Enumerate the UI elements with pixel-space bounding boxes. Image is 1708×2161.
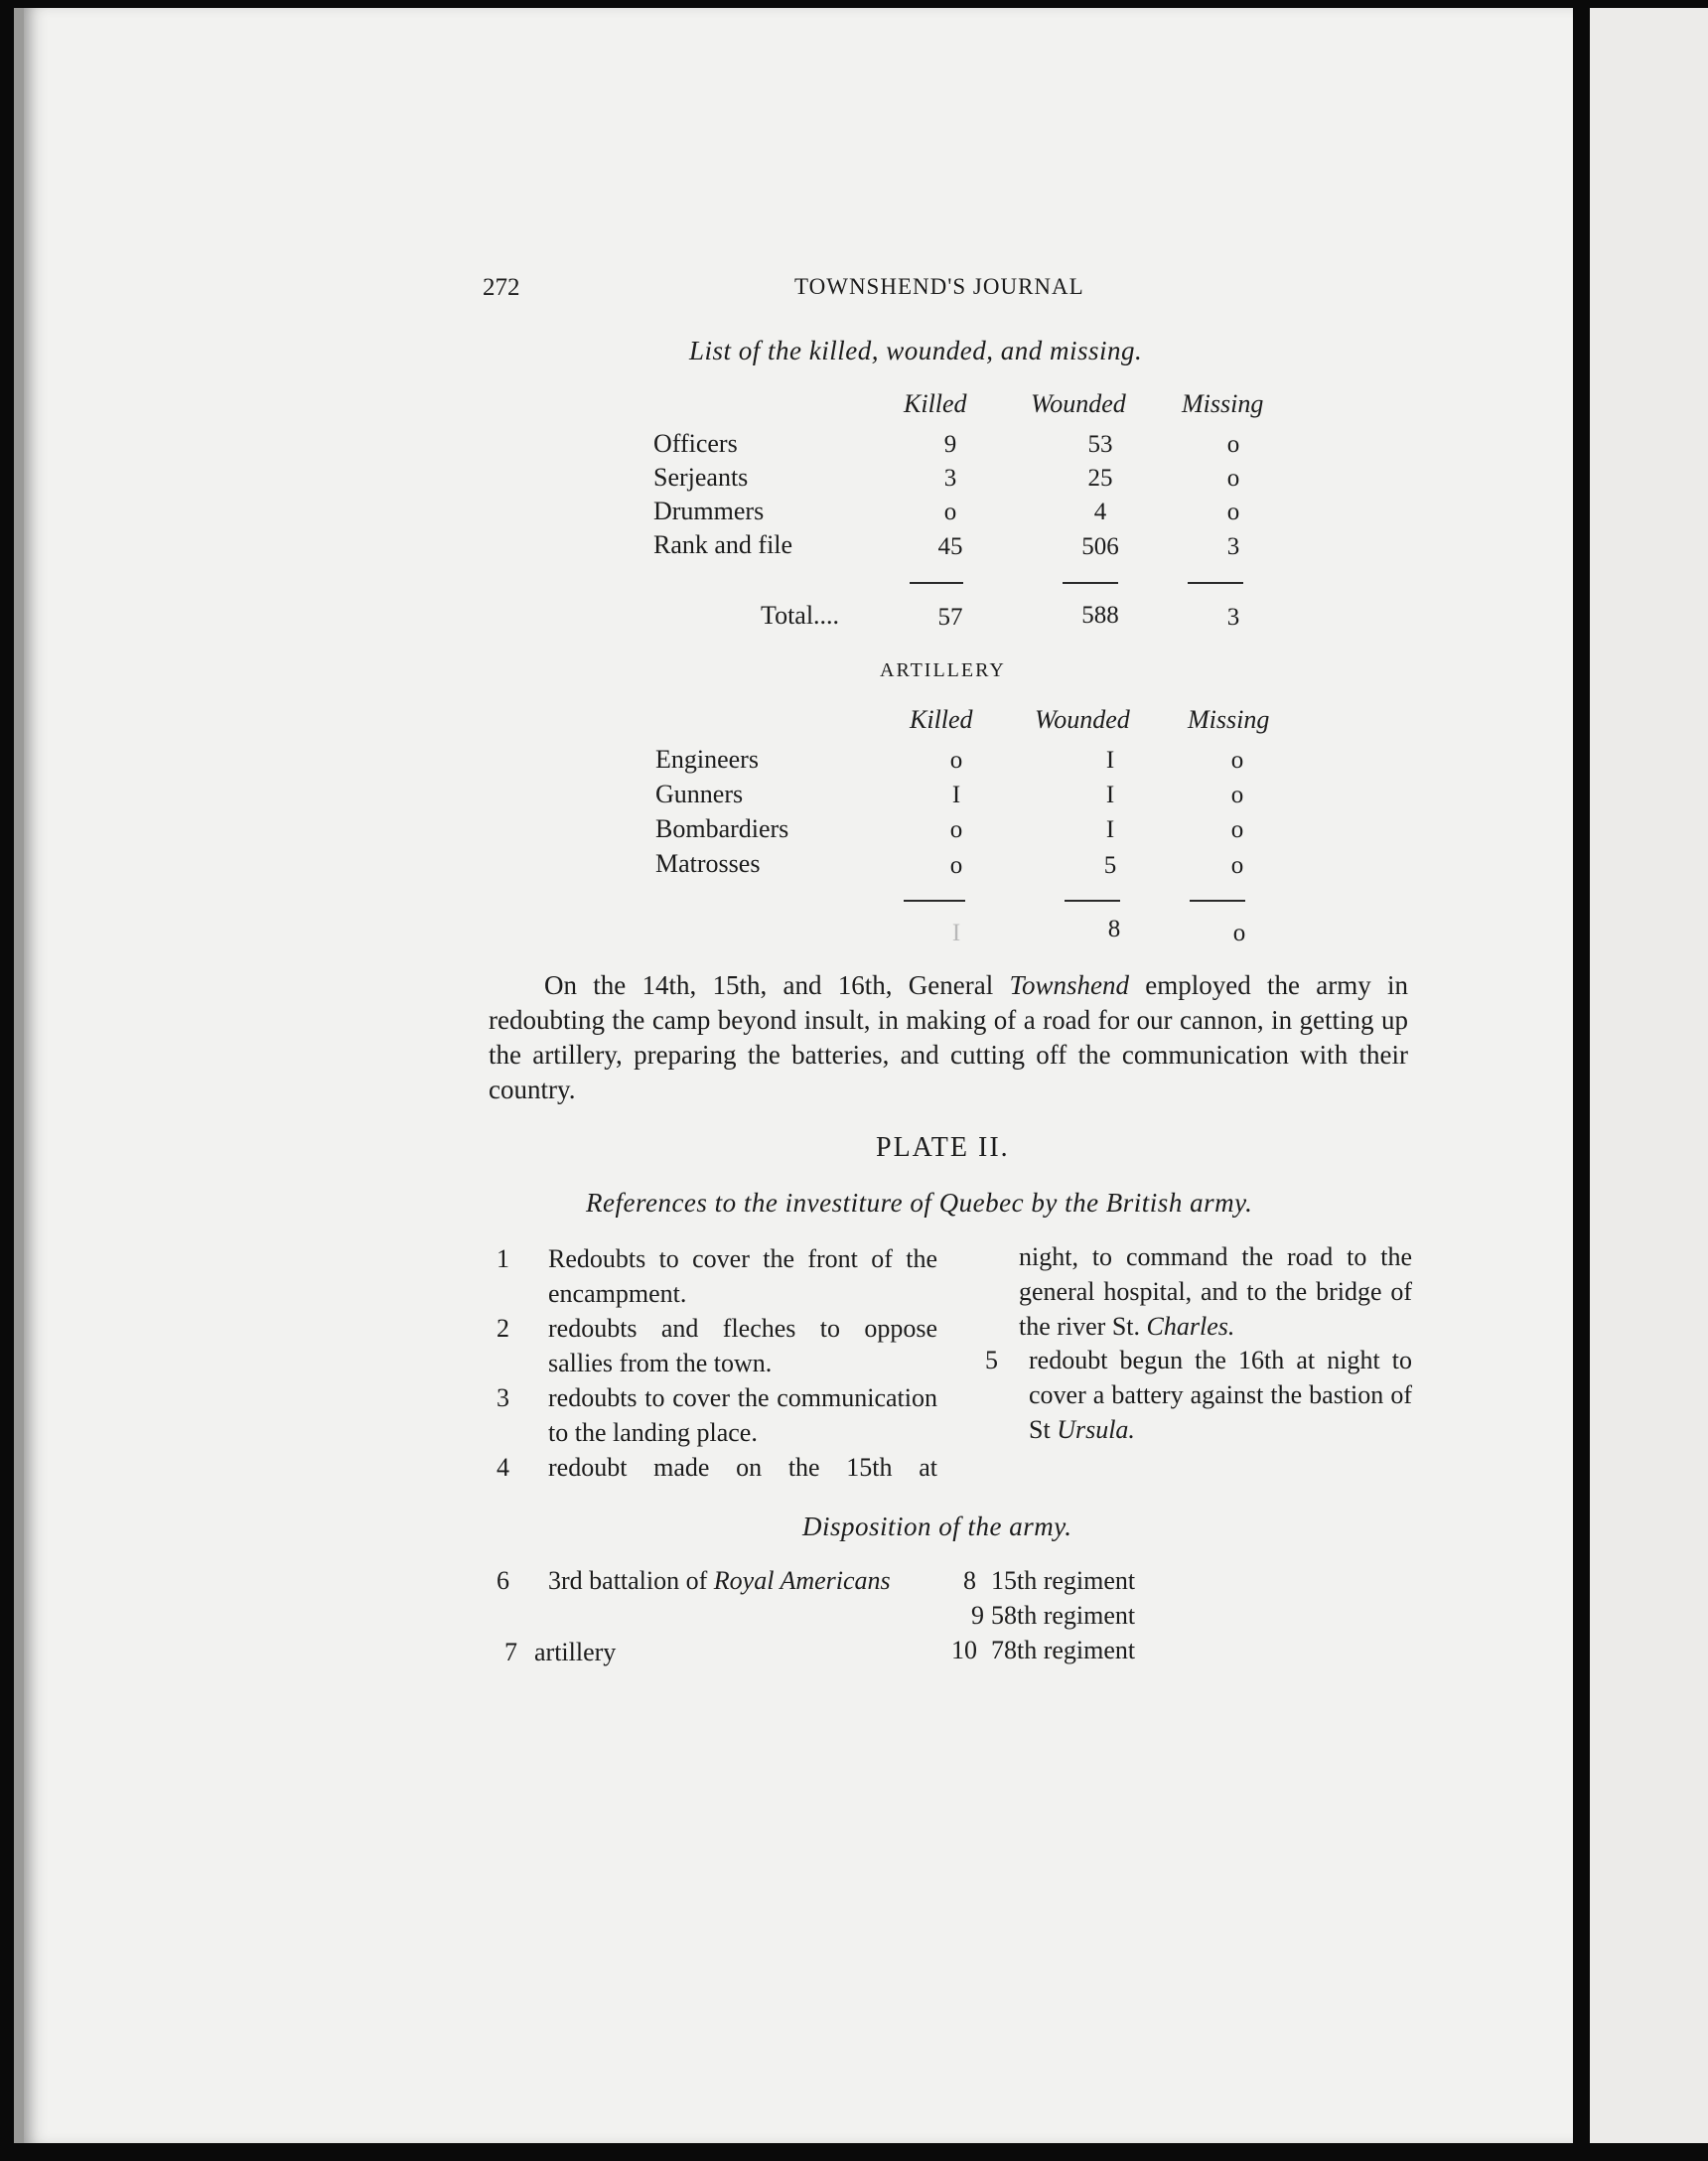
sum-rule [1188,582,1243,584]
disposition-item [963,1563,1135,1598]
reference-number: 2 [497,1314,509,1343]
reference-text: Redoubts to cover the front of the encampment. [548,1244,937,1308]
paragraph-text: On the 14th, 15th, and 16th, General [544,970,1010,1000]
disposition-number: 8 [963,1566,976,1595]
paragraph-text: employed the army in redoubting the camp beyond insult, in making of a road for our cannon, in getting up the artillery, preparing the batteries, and cutting off the communication with their country. [489,970,1408,1104]
plate-caption: References to the investiture of Quebec by the British army. [586,1188,1253,1218]
col-missing: Missing [1182,389,1264,418]
cell-missing: o [1226,499,1240,525]
disposition-item [951,1633,1135,1667]
disposition-number: 9 [971,1601,984,1630]
cell-missing: o [1230,747,1244,774]
running-title: TOWNSHEND'S JOURNAL [794,274,1084,299]
row-label: Serjeants [653,463,749,492]
cell-killed: o [949,852,963,879]
disposition-number: 7 [504,1638,517,1666]
disposition-text: 78th regiment [991,1636,1136,1664]
disposition-caption: Disposition of the army. [802,1512,1072,1541]
cell-missing: o [1230,816,1244,843]
sum-rule [904,900,965,902]
col-wounded: Wounded [1031,389,1126,418]
total-label: Total.... [761,601,840,630]
row-label: Gunners [655,780,744,808]
sum-rule [1190,900,1245,902]
reference-italic: Charles. [1146,1312,1235,1341]
reference-item [497,1380,937,1450]
cell-wounded: 25 [1087,465,1113,492]
artillery-heading: ARTILLERY [880,659,1006,681]
paragraph-name: Townshend [1009,970,1130,1000]
cell-killed: I [951,782,961,808]
disposition-item [504,1635,616,1669]
col-killed: Killed [904,389,967,418]
cell-wounded: I [1105,782,1115,808]
cell-wounded: 5 [1103,852,1117,879]
reference-item [497,1311,937,1380]
cell-killed: o [949,816,963,843]
total-killed: I [951,920,961,946]
reference-italic: Ursula. [1057,1415,1135,1444]
total-wounded: 8 [1107,916,1121,942]
cell-killed: 9 [943,431,957,458]
casualty-caption: List of the killed, wounded, and missing. [689,336,1143,365]
cell-wounded: 53 [1087,431,1113,458]
disposition-text: artillery [534,1638,617,1666]
row-label: Officers [653,429,738,458]
reference-item [497,1241,937,1311]
plate-title: PLATE II. [876,1132,1010,1163]
reference-number: 3 [497,1383,509,1412]
disposition-number: 6 [497,1566,509,1595]
cell-killed: o [949,747,963,774]
sum-rule [1063,582,1118,584]
total-killed: 57 [937,604,963,631]
reference-number: 1 [497,1244,509,1273]
sum-rule [910,582,963,584]
cell-missing: o [1226,431,1240,458]
reference-text: redoubt begun the 16th at night to cover a battery against the bastion of St [1029,1346,1412,1444]
cell-killed: o [943,499,957,525]
cell-missing: o [1230,782,1244,808]
disposition-item [497,1563,937,1598]
reference-text: redoubts and fleches to oppose sallies from the town. [548,1314,937,1377]
cell-killed: 45 [937,533,963,560]
body-paragraph [489,968,1408,1107]
disposition-text: 3rd battalion of [548,1566,714,1595]
reference-text: night, to command the road to the general hospital, and to the bridge of the river St. [1019,1242,1412,1341]
cell-killed: 3 [943,465,957,492]
cell-missing: o [1226,465,1240,492]
reference-item [497,1450,937,1485]
row-label: Bombardiers [655,814,789,843]
reference-text: redoubts to cover the communication to the landing place. [548,1383,937,1447]
facing-page-edge [1574,8,1708,2143]
reference-number: 5 [985,1346,998,1374]
disposition-text: 58th regiment [991,1601,1136,1630]
row-label: Drummers [653,497,765,525]
cell-missing: 3 [1226,533,1240,560]
reference-number: 4 [497,1453,509,1482]
row-label: Matrosses [655,849,761,878]
disposition-item [971,1598,1135,1633]
reference-item [985,1343,1412,1447]
col-wounded: Wounded [1035,705,1130,734]
cell-wounded: I [1105,816,1115,843]
row-label: Rank and file [653,530,793,559]
col-missing: Missing [1188,705,1270,734]
row-label: Engineers [655,745,759,774]
total-missing: 3 [1226,604,1240,631]
disposition-number: 10 [951,1636,977,1664]
cell-wounded: I [1105,747,1115,774]
page-number: 272 [483,274,520,301]
reference-text: redoubt made on the 15th at [548,1453,937,1482]
cell-wounded: 4 [1093,499,1107,525]
cell-wounded: 506 [1081,533,1119,560]
sum-rule [1065,900,1120,902]
total-wounded: 588 [1081,602,1119,629]
disposition-text: 15th regiment [991,1566,1136,1595]
reference-continuation [1019,1239,1412,1344]
total-missing: o [1232,920,1246,946]
disposition-italic: Royal Americans [713,1566,891,1595]
cell-missing: o [1230,852,1244,879]
col-killed: Killed [910,705,973,734]
